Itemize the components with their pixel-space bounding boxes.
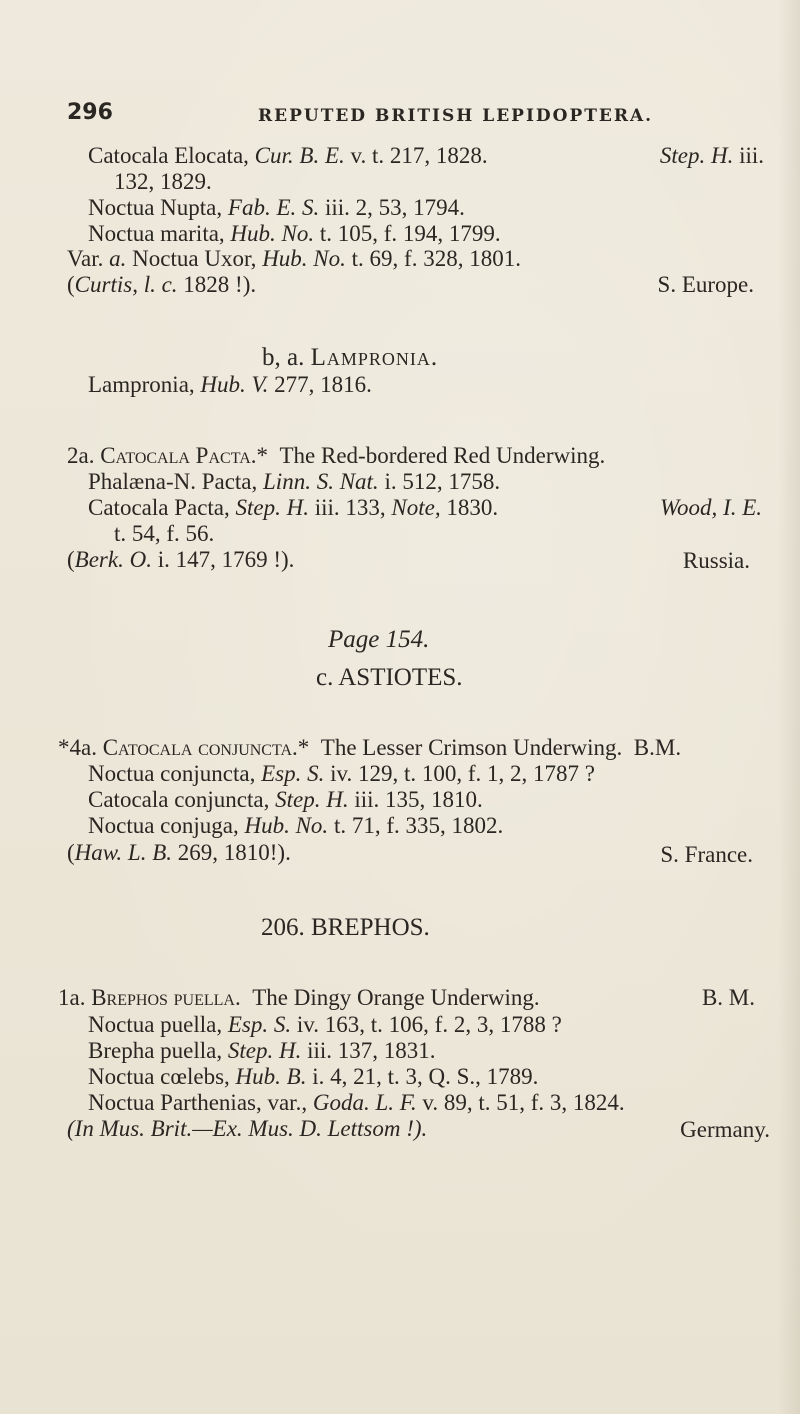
lampronia-line-1 — [88, 372, 372, 398]
page-number: 296 — [67, 100, 113, 125]
synonym-author: Step. H. — [227, 1038, 302, 1063]
astiotes-section-title — [316, 664, 463, 692]
synonym-author: Step. H. — [275, 787, 349, 812]
elocata-locality: S. Europe. — [657, 272, 754, 297]
variety-label: Var. — [67, 246, 110, 271]
synonym-name: Catocala conjuncta, — [88, 787, 276, 812]
common-name: The Red-bordered Red Underwing. — [279, 443, 606, 468]
synonym-detail: iii. 137, 1831. — [301, 1038, 436, 1063]
synonym-detail: iv. 129, t. 100, f. 1, 2, 1787 ? — [324, 761, 595, 786]
synonym-author: Fab. E. S. — [227, 195, 320, 220]
wood-ref: Wood, I. E. — [659, 495, 762, 520]
collection-detail: 269, 1810!). — [172, 840, 291, 865]
synonym-year: 1830. — [440, 495, 499, 520]
synonym-name: Noctua marita, — [88, 221, 231, 246]
species-name: Brephos puella. — [91, 985, 241, 1010]
synonym-author: Hub. B. — [235, 1064, 307, 1089]
genus-author: Hub. V. — [200, 372, 269, 397]
synonym-author: Step. H. — [235, 495, 309, 520]
elocata-ref-detail: v. t. 217, 1828. — [344, 143, 488, 168]
pacta-locality: Russia. — [682, 548, 750, 573]
synonym-author: Linn. S. Nat. — [263, 469, 379, 494]
synonym-detail: iv. 163, t. 106, f. 2, 3, 1788 ? — [291, 1012, 562, 1037]
elocata-line-3 — [88, 195, 465, 221]
elocata-line-5 — [67, 246, 521, 272]
collection-author: Berk. O. — [74, 547, 152, 572]
puella-line-6: (In Mus. Brit.—Ex. Mus. D. Lettsom !). — [67, 1116, 428, 1141]
pacta-line-4: t. 54, f. 56. — [114, 521, 215, 546]
synonym-author: Hub. No. — [262, 246, 346, 271]
synonym-name: Noctua conjuncta, — [88, 761, 262, 786]
synonym-author: Esp. S. — [261, 761, 325, 786]
puella-line-1 — [58, 985, 540, 1011]
synonym-name: Noctua puella, — [88, 1012, 228, 1037]
synonym-name: Catocala Pacta, — [88, 495, 236, 520]
page-edge-shadow — [778, 0, 800, 1414]
synonym-detail: t. 71, f. 335, 1802. — [328, 813, 504, 838]
common-name: The Lesser Crimson Underwing. — [320, 735, 623, 760]
entry-number: 2a. — [67, 443, 95, 468]
genus-detail: 277, 1816. — [268, 372, 372, 397]
synonym-name: Noctua Uxor, — [126, 246, 263, 271]
collection-author: Haw. L. B. — [74, 840, 173, 865]
synonym-detail: iii. 2, 53, 1794. — [319, 195, 465, 220]
bm-mark: B.M. — [633, 735, 682, 760]
elocata-line-1-right — [660, 143, 764, 169]
pacta-line-5 — [67, 547, 294, 573]
synonym-author: Hub. No. — [230, 221, 315, 246]
synonym-detail: iii. 135, 1810. — [348, 787, 483, 812]
paren-open: ( — [67, 272, 75, 297]
conjuncta-line-2 — [88, 761, 595, 787]
conjuncta-line-1 — [58, 735, 681, 761]
section-label: c. — [316, 664, 334, 691]
variety-letter: a. — [109, 246, 127, 271]
synonym-detail: t. 105, f. 194, 1799. — [314, 221, 501, 246]
note-label: Note, — [391, 495, 441, 520]
puella-line-5 — [88, 1090, 625, 1116]
synonym-name: Brepha puella, — [88, 1038, 228, 1063]
synonym-name: Noctua conjuga, — [88, 813, 245, 838]
puella-locality: Germany. — [680, 1117, 770, 1142]
paren-open: ( — [67, 840, 75, 865]
page-reference: Page 154. — [328, 626, 430, 653]
collection-detail: i. 147, 1769 !). — [151, 547, 295, 572]
genus-name: Lampronia, — [88, 372, 201, 397]
puella-line-3 — [88, 1038, 436, 1064]
synonym-author: Goda. L. F. — [312, 1090, 417, 1115]
synonym-detail: t. 69, f. 328, 1801. — [345, 246, 521, 271]
synonym-detail: iii. 133, — [308, 495, 392, 520]
section-name: ASTIOTES. — [338, 664, 463, 691]
common-name: The Dingy Orange Underwing. — [252, 985, 540, 1010]
pacta-line-3 — [88, 495, 498, 521]
elocata-line-2: 132, 1829. — [114, 169, 212, 194]
section-label: b, a. — [262, 344, 305, 371]
section-label: 206. — [261, 914, 305, 941]
puella-line-4 — [88, 1064, 538, 1090]
pacta-wood-ref — [660, 495, 762, 521]
synonym-author: Hub. No. — [244, 813, 329, 838]
entry-number: 1a. — [58, 985, 86, 1010]
elocata-line-6 — [67, 272, 256, 298]
section-name: BREPHOS. — [311, 914, 430, 941]
pacta-line-2 — [88, 469, 500, 495]
collection-author: Curtis, l. c. — [74, 272, 178, 297]
pacta-line-1 — [67, 443, 605, 469]
synonym-name: Noctua Nupta, — [88, 195, 228, 220]
brephos-section-title — [261, 914, 430, 942]
synonym-detail: v. 89, t. 51, f. 3, 1824. — [416, 1090, 625, 1115]
synonym-name: Noctua cœlebs, — [88, 1064, 236, 1089]
collection-detail: 1828 !). — [177, 272, 257, 297]
running-head: REPUTED BRITISH LEPIDOPTERA. — [258, 106, 654, 126]
conjuncta-line-3 — [88, 787, 483, 813]
conjuncta-line-5 — [67, 840, 291, 866]
elocata-ref-author: Cur. B. E. — [254, 143, 345, 168]
lampronia-section-title — [262, 344, 438, 372]
section-name: Lampronia. — [310, 344, 439, 371]
paren-open: ( — [67, 547, 75, 572]
elocata-line-1 — [88, 143, 488, 169]
puella-line-2 — [88, 1012, 562, 1038]
synonym-name: Noctua Parthenias, var., — [88, 1090, 313, 1115]
puella-bm-mark: B. M. — [701, 985, 755, 1010]
conjuncta-locality: S. France. — [660, 842, 753, 867]
synonym-author: Esp. S. — [227, 1012, 292, 1037]
elocata-line-4 — [88, 221, 501, 247]
conjuncta-line-4 — [88, 813, 503, 839]
synonym-detail: i. 512, 1758. — [378, 469, 501, 494]
species-name: Catocala Pacta.* — [100, 443, 268, 468]
elocata-step-vol: iii. — [733, 143, 764, 168]
elocata-name: Catocala Elocata, — [88, 143, 255, 168]
elocata-step-ref: Step. H. — [659, 143, 734, 168]
entry-number: *4a. — [58, 735, 97, 760]
synonym-name: Phalæna-N. Pacta, — [88, 469, 264, 494]
species-name: Catocala conjuncta.* — [102, 735, 310, 760]
synonym-detail: i. 4, 21, t. 3, Q. S., 1789. — [306, 1064, 539, 1089]
